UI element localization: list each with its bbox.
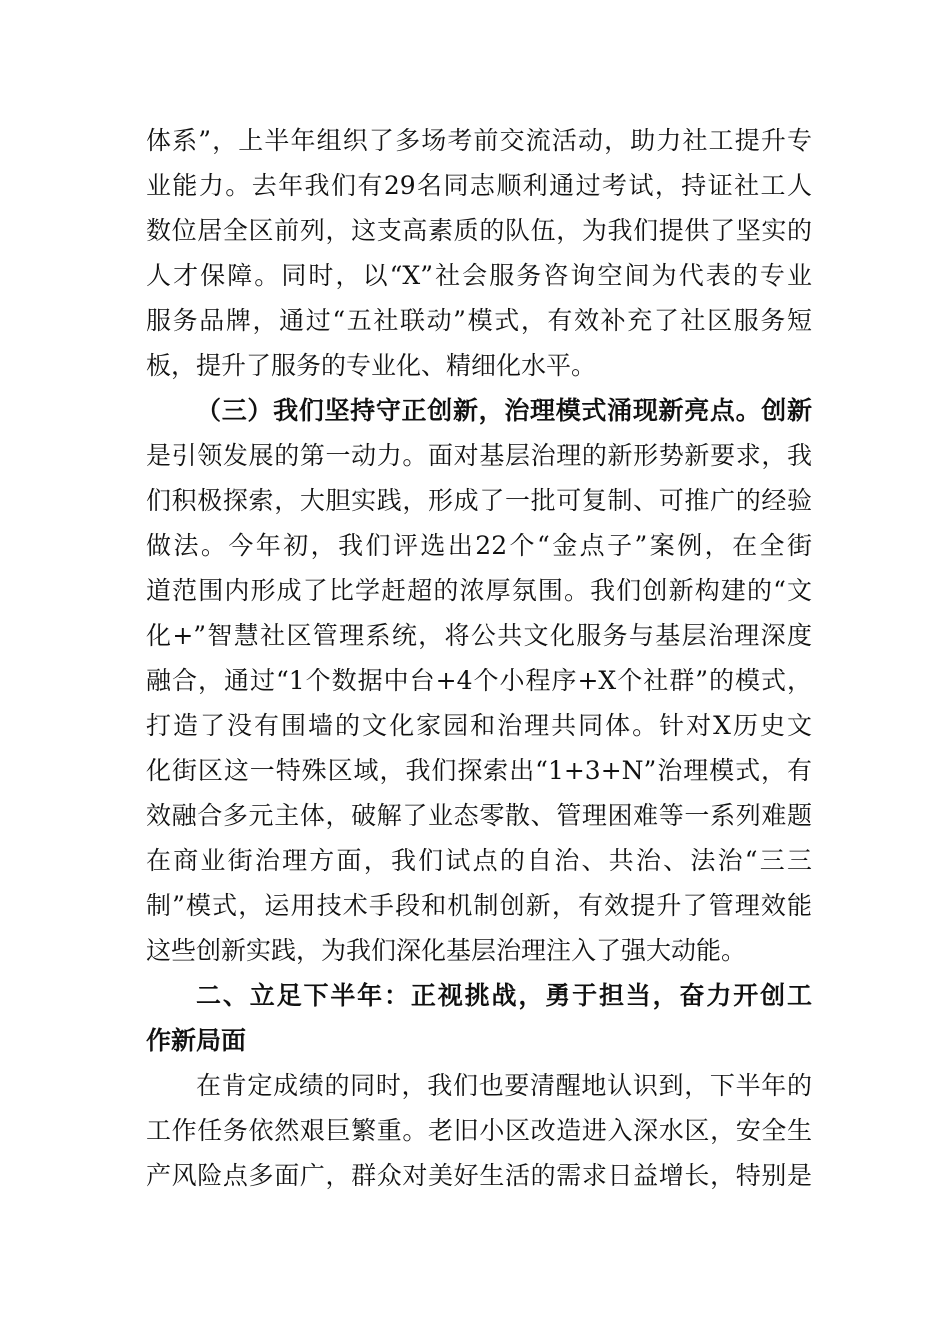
- text-line: 打造了没有围墙的文化家园和治理共同体。针对X历史文: [146, 711, 812, 740]
- text-line: 效融合多元主体，破解了业态零散、管理困难等一系列难题: [146, 801, 812, 830]
- text-line: 人才保障。同时，以“X”社会服务咨询空间为代表的专业: [146, 261, 812, 290]
- text-line: 体系”，上半年组织了多场考前交流活动，助力社工提升专: [146, 126, 812, 155]
- text-line: 道范围内形成了比学赶超的浓厚氛围。我们创新构建的“文: [146, 576, 812, 605]
- text-line: 做法。今年初，我们评选出22个“金点子”案例，在全街: [146, 531, 812, 560]
- text-line: 在肯定成绩的同时，我们也要清醒地认识到，下半年的: [196, 1071, 812, 1100]
- text-line: 融合，通过“1个数据中台+4个小程序+X个社群”的模式，: [146, 666, 812, 695]
- section-heading-continued: 作新局面: [146, 1026, 247, 1055]
- text-line: 业能力。去年我们有29名同志顺利通过考试，持证社工人: [146, 171, 812, 200]
- text-line: 工作任务依然艰巨繁重。老旧小区改造进入深水区，安全生: [146, 1116, 812, 1145]
- text-line: 数位居全区前列，这支高素质的队伍，为我们提供了坚实的: [146, 216, 812, 245]
- section-heading-inline: [146, 388, 812, 433]
- text-line: 在商业街治理方面，我们试点的自治、共治、法治“三三: [146, 846, 812, 875]
- text-line: 们积极探索，大胆实践，形成了一批可复制、可推广的经验: [146, 486, 812, 515]
- text-line: 制”模式，运用技术手段和机制创新，有效提升了管理效能: [146, 891, 812, 920]
- text-line: 这些创新实践，为我们深化基层治理注入了强大动能。: [146, 936, 747, 965]
- text-line: 产风险点多面广，群众对美好生活的需求日益增长，特别是: [146, 1161, 812, 1190]
- text-line: 板，提升了服务的专业化、精细化水平。: [146, 351, 597, 380]
- text-line: 化街区这一特殊区域，我们探索出“1+3+N”治理模式，有: [146, 756, 812, 785]
- section-heading: 二、立足下半年：正视挑战，勇于担当，奋力开创工: [196, 981, 812, 1010]
- document-body: [146, 118, 812, 1198]
- text-line: 化+”智慧社区管理系统，将公共文化服务与基层治理深度: [146, 621, 812, 650]
- subsection-heading: （三）我们坚持守正创新，治理模式涌现新亮点。创新: [196, 396, 812, 425]
- text-line: 服务品牌，通过“五社联动”模式，有效补充了社区服务短: [146, 306, 812, 335]
- text-line: 是引领发展的第一动力。面对基层治理的新形势新要求，我: [146, 441, 812, 470]
